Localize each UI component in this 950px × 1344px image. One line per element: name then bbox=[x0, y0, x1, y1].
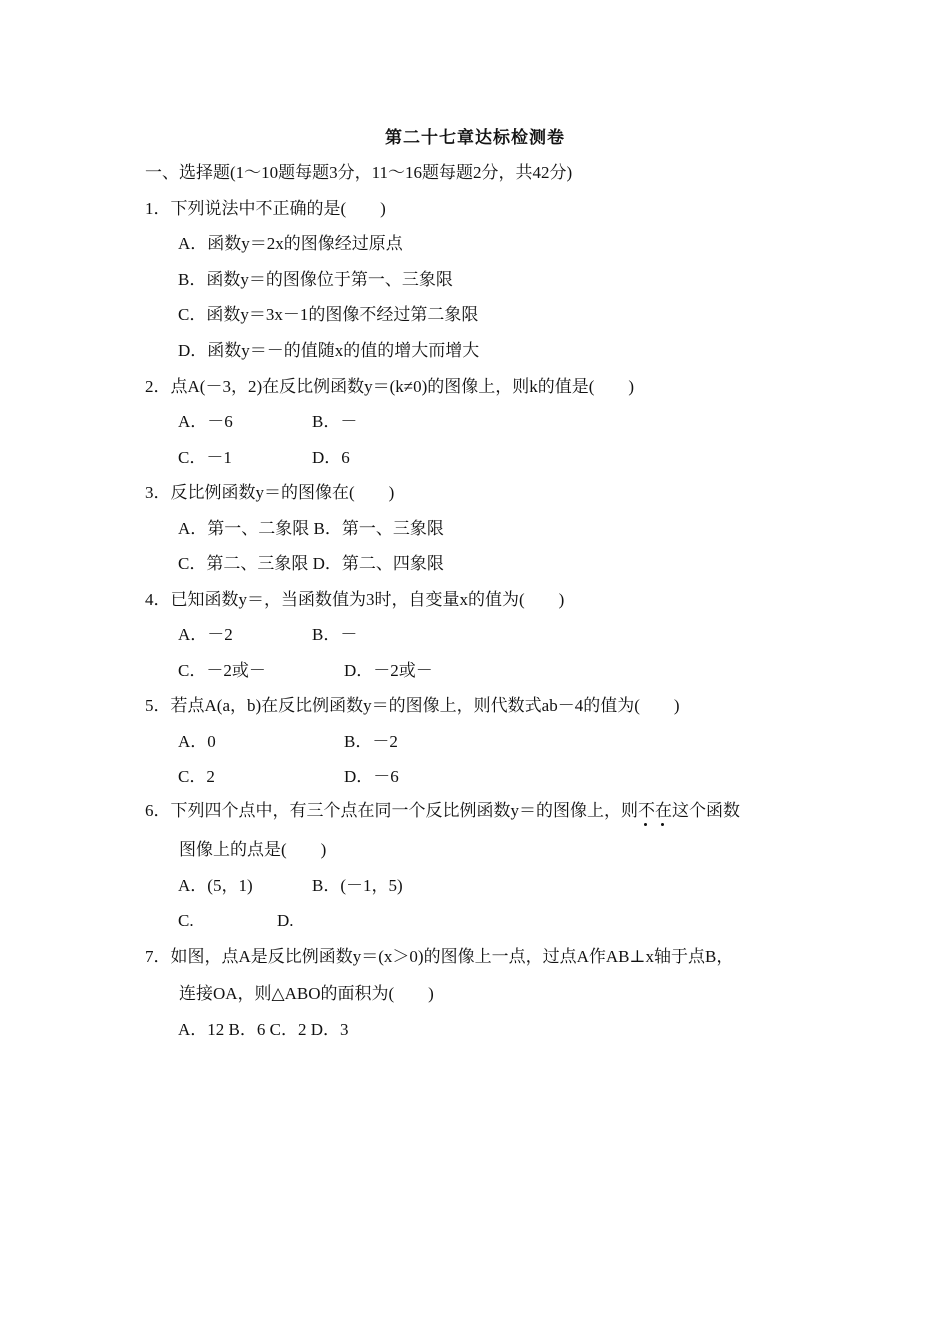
question-6-emphasis bbox=[638, 801, 672, 820]
question-6-stem-line2: 图像上的点是( ) bbox=[179, 840, 327, 859]
question-6-option-d: D. bbox=[277, 911, 294, 930]
question-2-option-d: D．6 bbox=[312, 448, 350, 467]
question-2-option-b: B．－ bbox=[312, 412, 358, 431]
question-4-stem: 4．已知函数y＝，当函数值为3时，自变量x的值为( ) bbox=[145, 590, 565, 609]
question-7-stem-line2: 连接OA，则△ABO的面积为( ) bbox=[179, 984, 434, 1003]
question-6-option-b: B．(－1，5) bbox=[312, 876, 403, 895]
question-5-option-d: D．－6 bbox=[344, 767, 399, 786]
question-1-option-a: A．函数y＝2x的图像经过原点 bbox=[178, 234, 403, 253]
question-5-option-c: C．2 bbox=[178, 767, 215, 786]
question-6-stem-before: 6．下列四个点中，有三个点在同一个反比例函数y＝的图像上，则 bbox=[145, 801, 638, 820]
question-1-option-b: B．函数y＝的图像位于第一、三象限 bbox=[178, 270, 453, 289]
question-6-option-c: C. bbox=[178, 911, 194, 930]
question-2-stem: 2．点A(－3，2)在反比例函数y＝(k≠0)的图像上，则k的值是( ) bbox=[145, 377, 635, 396]
question-4-option-b: B．－ bbox=[312, 625, 358, 644]
question-2-option-c: C．－1 bbox=[178, 448, 232, 467]
question-7-options: A．12 B．6 C．2 D．3 bbox=[178, 1020, 349, 1039]
question-6-stem-after: 这个函数 bbox=[672, 801, 740, 820]
question-6-option-a: A．(5，1) bbox=[178, 876, 253, 895]
question-3-options-cd: C．第二、三象限 D．第二、四象限 bbox=[178, 554, 444, 573]
emphasis-dot bbox=[661, 823, 664, 826]
question-5-option-a: A．0 bbox=[178, 732, 216, 751]
page-title: 第二十七章达标检测卷 bbox=[385, 128, 565, 147]
question-1-stem: 1．下列说法中不正确的是( ) bbox=[145, 199, 386, 218]
emphasis-dot bbox=[644, 823, 647, 826]
question-7-stem: 7．如图，点A是反比例函数y＝(x＞0)的图像上一点，过点A作AB⊥x轴于点B， bbox=[145, 947, 734, 966]
question-2-option-a: A．－6 bbox=[178, 412, 233, 431]
question-3-stem: 3．反比例函数y＝的图像在( ) bbox=[145, 483, 395, 502]
question-6-stem bbox=[145, 800, 740, 822]
question-4-option-c: C．－2或－ bbox=[178, 661, 266, 680]
question-3-options-ab: A．第一、二象限 B．第一、三象限 bbox=[178, 519, 444, 538]
question-5-option-b: B．－2 bbox=[344, 732, 398, 751]
question-1-option-d: D．函数y＝－的值随x的值的增大而增大 bbox=[178, 341, 480, 360]
question-5-stem: 5．若点A(a，b)在反比例函数y＝的图像上，则代数式ab－4的值为( ) bbox=[145, 696, 680, 715]
question-6-emphasis-text: 不在 bbox=[638, 801, 672, 820]
question-4-option-a: A．－2 bbox=[178, 625, 233, 644]
question-4-option-d: D．－2或－ bbox=[344, 661, 433, 680]
question-1-option-c: C．函数y＝3x－1的图像不经过第二象限 bbox=[178, 305, 479, 324]
section-heading: 一、选择题(1～10题每题3分，11～16题每题2分，共42分) bbox=[145, 163, 573, 182]
